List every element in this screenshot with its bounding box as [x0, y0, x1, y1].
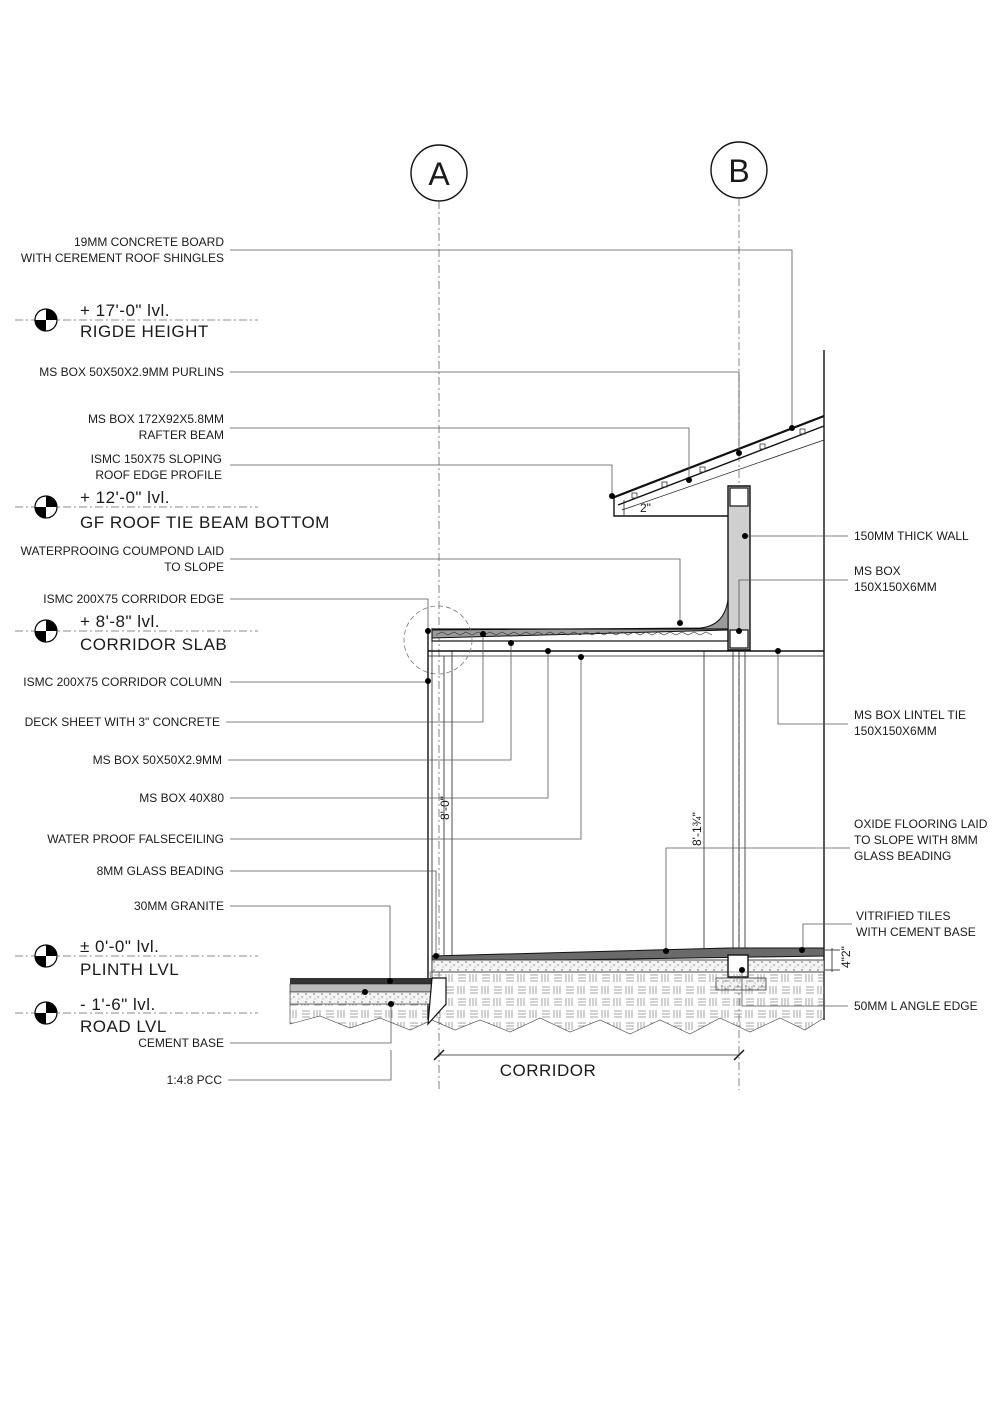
note-angle-edge: 50MM L ANGLE EDGE	[854, 999, 978, 1013]
note-lintel-tie-2: 150X150X6MM	[854, 724, 937, 738]
grid-label-b: B	[728, 153, 750, 189]
note-cement-base: CEMENT BASE	[138, 1036, 224, 1050]
level-roof-tie-beam	[15, 488, 330, 532]
note-concrete-board-2: WITH CEREMENT ROOF SHINGLES	[20, 251, 224, 265]
level-value: - 1'-6" lvl.	[80, 995, 156, 1014]
dimension-step: 4"2"	[839, 946, 853, 968]
note-deck-sheet: DECK SHEET WITH 3" CONCRETE	[24, 715, 220, 729]
level-value: + 12'-0" lvl.	[80, 488, 170, 507]
right-notes	[854, 529, 988, 1013]
dimension-roof: 2"	[640, 501, 651, 515]
grid-line-a	[411, 145, 467, 1090]
note-glass-beading: 8MM GLASS BEADING	[96, 864, 224, 878]
note-corridor-column: ISMC 200X75 CORRIDOR COLUMN	[23, 675, 222, 689]
section-geometry	[290, 350, 840, 1060]
note-oxide-flooring-3: GLASS BEADING	[854, 849, 952, 863]
note-false-ceiling: WATER PROOF FALSECEILING	[47, 832, 224, 846]
note-rafter-beam-2: RAFTER BEAM	[138, 428, 224, 442]
note-thick-wall: 150MM THICK WALL	[854, 529, 969, 543]
note-ms-box-40: MS BOX 40X80	[139, 791, 224, 805]
level-value: + 8'-8" lvl.	[80, 612, 161, 631]
dimension-height-b: 8'-1¾"	[690, 812, 704, 846]
level-name: ROAD LVL	[80, 1017, 167, 1036]
note-waterproofing-2: TO SLOPE	[164, 560, 224, 574]
note-vitrified-tiles-2: WITH CEMENT BASE	[856, 925, 976, 939]
level-road	[15, 995, 258, 1036]
note-concrete-board: 19MM CONCRETE BOARD	[73, 235, 224, 249]
note-lintel-tie: MS BOX LINTEL TIE	[854, 708, 967, 722]
level-value: + 17'-0" lvl.	[80, 301, 170, 320]
level-name: PLINTH LVL	[80, 960, 180, 979]
note-ms-box-2: 150X150X6MM	[854, 580, 937, 594]
note-ms-box: MS BOX	[854, 564, 901, 578]
level-name: CORRIDOR SLAB	[80, 635, 228, 654]
note-waterproofing: WATERPROOING COUMPOND LAID	[20, 544, 224, 558]
level-corridor-slab	[15, 612, 258, 654]
level-ridge	[15, 301, 258, 341]
note-pcc: 1:4:8 PCC	[166, 1073, 222, 1087]
note-purlins: MS BOX 50X50X2.9MM PURLINS	[39, 365, 224, 379]
grid-label-a: A	[428, 156, 450, 192]
level-name: GF ROOF TIE BEAM BOTTOM	[80, 513, 330, 532]
note-roof-edge-2: ROOF EDGE PROFILE	[95, 468, 222, 482]
note-oxide-flooring: OXIDE FLOORING LAID	[854, 817, 988, 831]
note-corridor-edge: ISMC 200X75 CORRIDOR EDGE	[43, 592, 224, 606]
note-oxide-flooring-2: TO SLOPE WITH 8MM	[854, 833, 978, 847]
dimension-corridor: CORRIDOR	[499, 1061, 597, 1080]
level-value: ± 0'-0" lvl.	[80, 937, 160, 956]
note-rafter-beam: MS BOX 172X92X5.8MM	[87, 412, 224, 426]
dimension-height-a: 8'-0"	[438, 796, 452, 820]
level-plinth	[15, 937, 258, 979]
level-name: RIGDE HEIGHT	[80, 322, 209, 341]
note-vitrified-tiles: VITRIFIED TILES	[856, 909, 951, 923]
note-ms-box-50: MS BOX 50X50X2.9MM	[92, 753, 222, 767]
note-roof-edge: ISMC 150X75 SLOPING	[90, 452, 222, 466]
note-granite: 30MM GRANITE	[133, 899, 224, 913]
